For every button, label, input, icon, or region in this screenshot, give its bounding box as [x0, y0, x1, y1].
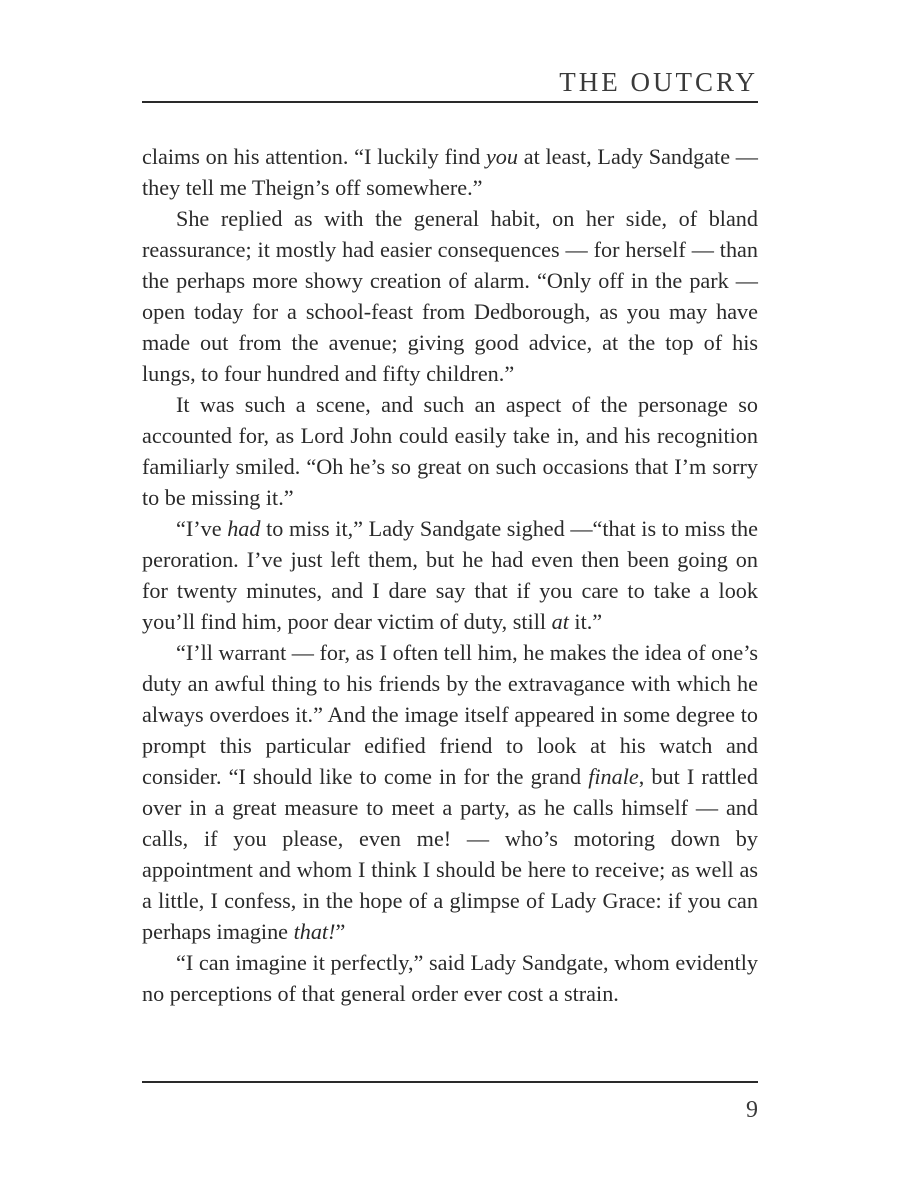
paragraph-1	[142, 141, 758, 203]
paragraph-4-text-b: to miss it,” Lady Sandgate sighed —“that is to miss the peroration. I’ve just left them, but he had even then been going on for twenty minutes, and I dare say that if you care to take a look you’ll find him, poor dear victim of duty, still	[142, 516, 758, 634]
paragraph-4-text-c: it.”	[568, 609, 603, 634]
paragraph-4	[142, 513, 758, 637]
paragraph-5-italic-finale: finale	[588, 764, 639, 789]
paragraph-1-text-b: at least, Lady Sandgate — they tell me Theign’s off somewhere.”	[142, 144, 758, 200]
page-number: 9	[746, 1097, 758, 1123]
paragraph-4-text-a: “I’ve	[176, 516, 228, 541]
paragraph-5-text-c: ”	[335, 919, 346, 944]
paragraph-4-italic-had: had	[227, 516, 261, 541]
paragraph-4-italic-at: at	[551, 609, 569, 634]
body-text	[142, 141, 758, 1009]
paragraph-6: “I can imagine it perfectly,” said Lady Sandgate, whom evidently no perceptions of that general order ever cost a strain.	[142, 950, 758, 1006]
paragraph-1-text-a: claims on his attention. “I luckily find	[142, 144, 486, 169]
paragraph-5-text-a: “I’ll warrant — for, as I often tell him, he makes the idea of one’s duty an awful thing to his friends by the extravagance with which he always overdoes it.” And the image itself appeared in some degree to prompt this particular edified friend to look at his watch and consider. “I should like to come in for the grand	[142, 640, 758, 789]
paragraph-5	[142, 637, 758, 947]
paragraph-5-italic-that: that!	[293, 919, 336, 944]
paragraph-1-italic-you: you	[485, 144, 518, 169]
paragraph-5-text-b: , but I rattled over in a great measure to meet a party, as he calls himself — and calls, if you please, even me! — who’s motoring down by appointment and whom I think I should be here to receive; as well as a little, I confess, in the hope of a glimpse of Lady Grace: if you can perhaps imagine	[142, 764, 758, 944]
header-rule	[142, 101, 758, 103]
paragraph-2: She replied as with the general habit, on her side, of bland reassurance; it mostly had easier consequences — for herself — than the perhaps more showy creation of alarm. “Only off in the park — open today for a school-feast from Dedborough, as you may have made out from the avenue; giving good advice, at the top of his lungs, to four hundred and fifty children.”	[142, 206, 758, 386]
footer-rule	[142, 1081, 758, 1083]
running-head-title: THE OUTCRY	[559, 67, 758, 97]
paragraph-3: It was such a scene, and such an aspect of the personage so accounted for, as Lord John could easily take in, and his recognition familiarly smiled. “Oh he’s so great on such occasions that I’m sorry to be missing it.”	[142, 392, 758, 510]
